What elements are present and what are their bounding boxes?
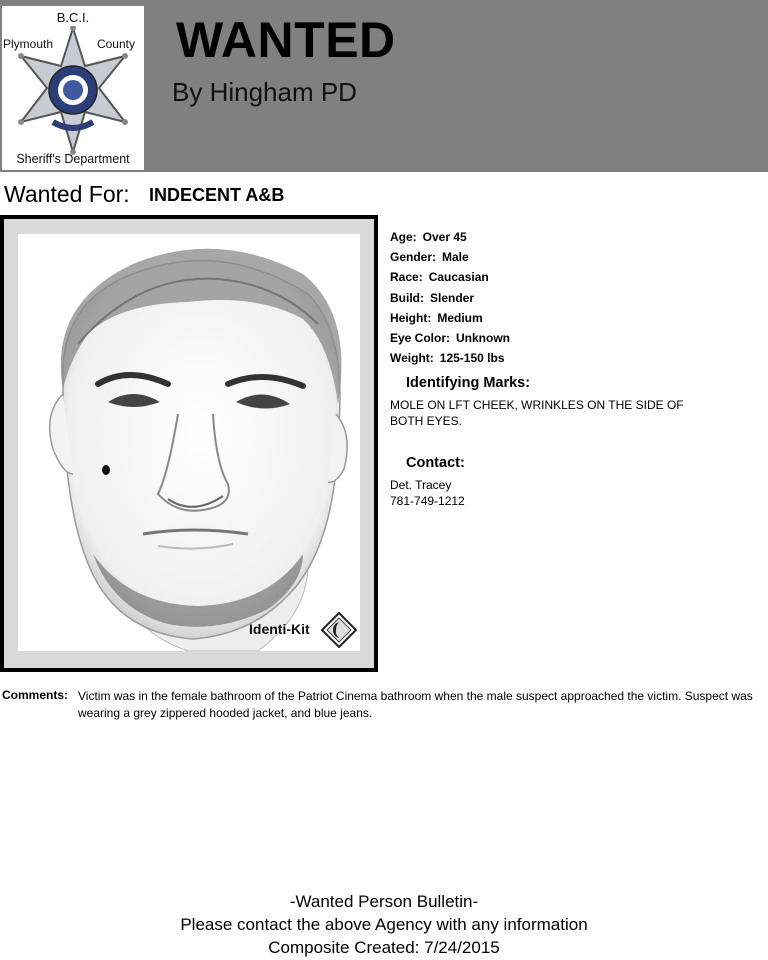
detail-value: Over 45 [422,230,467,244]
identifying-marks-heading: Identifying Marks: [406,375,531,391]
detail-label: Height: [390,310,432,325]
logo-bottom-text: Sheriff's Department [16,152,130,166]
detail-value: Slender [430,290,475,305]
footer-line-created: Composite Created: 7/24/2015 [268,938,500,957]
contact-info [390,477,465,509]
detail-eye-color [390,329,510,349]
contact-phone: 781-749-1212 [390,494,465,508]
detail-value: 125-150 lbs [439,351,505,366]
contact-heading: Contact: [406,455,465,471]
detail-build [390,289,510,309]
suspect-details [390,228,510,369]
detail-value: Medium [437,310,483,325]
footer-line-contact: Please contact the above Agency with any information [180,915,588,934]
logo-left-text: Plymouth [3,37,54,51]
wanted-for-label: Wanted For: [4,181,130,207]
agency-subtitle: By Hingham PD [172,77,357,107]
logo-right-text: County [96,37,135,51]
detail-value: Caucasian [428,270,489,285]
detail-age [390,228,510,248]
comments-text: Victim was in the female bathroom of the Patriot Cinema bathroom when the male suspect approached the victim. Suspect was wearing a grey zippered hooded jacket, and blue jeans. [78,689,753,720]
wanted-for-value: INDECENT A&B [149,185,285,205]
detail-label: Build: [390,290,424,305]
detail-height [390,309,510,329]
detail-label: Age: [390,230,417,244]
sheriff-logo [2,6,144,170]
detail-value: Male [442,250,469,265]
identikit-logo-icon [321,612,357,648]
footer-line-bulletin: -Wanted Person Bulletin- [289,892,479,911]
header-banner [0,0,768,172]
detail-label: Eye Color: [390,330,451,345]
contact-name: Det. Tracey [390,478,452,492]
identikit-caption: Identi-Kit [249,621,310,637]
detail-value: Unknown [456,330,511,345]
composite-sketch [18,234,360,651]
comments-label: Comments: [2,688,69,702]
detail-gender [390,248,510,268]
detail-label: Weight: [390,351,434,366]
composite-photo-frame [0,215,378,672]
logo-top-text: B.C.I. [56,10,90,25]
page-title: WANTED [176,12,396,68]
detail-weight [390,349,510,369]
bulletin-footer [0,890,768,959]
detail-race [390,268,510,288]
detail-label: Race: [390,270,423,285]
suspect-sketch-image [18,234,360,651]
detail-label: Gender: [390,250,437,265]
identifying-marks-text: MOLE ON LFT CHEEK, WRINKLES ON THE SIDE OF BOTH EYES. [390,398,684,428]
